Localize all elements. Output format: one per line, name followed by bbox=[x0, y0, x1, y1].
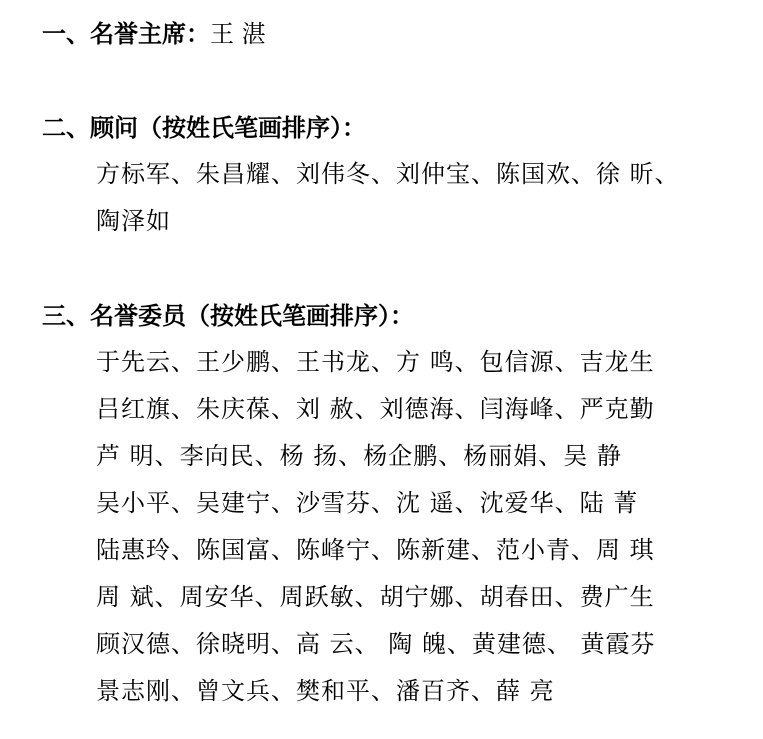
honorary-members-line: 吕红旗、朱庆葆、刘 赦、刘德海、闫海峰、严克勤 bbox=[96, 395, 655, 423]
section-honorary-chair-title: 一、名誉主席： bbox=[42, 20, 210, 48]
section-honorary-chair bbox=[42, 18, 266, 50]
section-honorary-members-title: 三、名誉委员（按姓氏笔画排序）： bbox=[42, 302, 414, 330]
advisors-line: 方标军、朱昌耀、刘伟冬、刘仲宝、陈国欢、徐 昕、 bbox=[96, 160, 680, 188]
honorary-members-line: 陆惠玲、陈国富、陈峰宁、陈新建、范小青、周 琪 bbox=[96, 536, 655, 564]
section-advisors-title: 二、顾问（按姓氏笔画排序）： bbox=[42, 114, 366, 142]
honorary-members-line: 于先云、王少鹏、王书龙、方 鸣、包信源、吉龙生 bbox=[96, 348, 655, 376]
honorary-members-line: 芦 明、李向民、杨 扬、杨企鹏、杨丽娟、吴 静 bbox=[96, 442, 622, 470]
honorary-members-line: 吴小平、吴建宁、沙雪芬、沈 遥、沈爱华、陆 菁 bbox=[96, 489, 639, 517]
honorary-members-line: 周 斌、周安华、周跃敏、胡宁娜、胡春田、费广生 bbox=[96, 583, 655, 611]
honorary-chair-name: 王 湛 bbox=[210, 20, 266, 48]
honorary-members-line: 顾汉德、徐晓明、高 云、 陶 魄、黄建德、 黄霞芬 bbox=[96, 630, 656, 658]
advisors-line: 陶泽如 bbox=[96, 207, 171, 235]
honorary-members-line: 景志刚、曾文兵、樊和平、潘百齐、薛 亮 bbox=[96, 677, 555, 705]
